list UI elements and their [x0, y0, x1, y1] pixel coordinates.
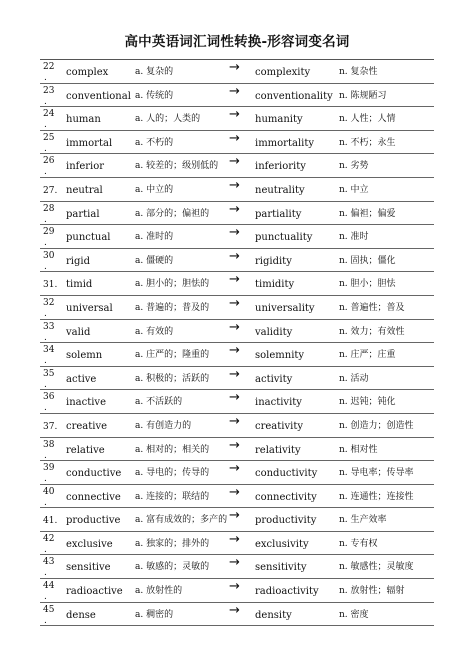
adjective-meaning: a. 传统的 — [135, 90, 174, 101]
noun-word: sensitivity — [255, 562, 307, 574]
row-number: 22 — [43, 62, 55, 72]
row-number: 45 — [43, 604, 55, 615]
noun-word: conductivity — [255, 468, 318, 480]
arrow-icon: → — [229, 437, 240, 453]
row-number: 24 — [43, 109, 55, 120]
table-row — [40, 461, 434, 485]
row-number-dot: . — [44, 308, 47, 319]
arrow-icon: → — [229, 366, 240, 382]
noun-meaning: n. 导电率；传导率 — [339, 468, 414, 479]
noun-meaning: n. 复杂性 — [339, 67, 378, 77]
adjective-word: rigid — [66, 255, 90, 267]
arrow-icon: → — [229, 555, 240, 571]
noun-word: universality — [255, 302, 315, 314]
noun-word: complexity — [255, 67, 311, 78]
arrow-icon: → — [229, 484, 240, 500]
row-number: 39 — [43, 463, 55, 474]
row-number-dot: . — [44, 356, 47, 367]
adjective-word: sensitive — [66, 562, 111, 574]
adjective-meaning: a. 导电的；传导的 — [135, 468, 210, 479]
vocab-table — [40, 59, 434, 626]
arrow-icon: → — [229, 225, 240, 241]
adjective-meaning: a. 庄严的；隆重的 — [135, 350, 210, 361]
adjective-word: creative — [66, 420, 108, 432]
arrow-icon: → — [229, 461, 240, 477]
row-number-dot: . — [44, 214, 47, 225]
adjective-word: complex — [66, 67, 109, 78]
table-row — [40, 579, 434, 603]
noun-word: conventionality — [255, 90, 333, 102]
adjective-meaning: a. 复杂的 — [135, 67, 174, 77]
row-number: 30 — [43, 250, 55, 261]
noun-meaning: n. 活动 — [339, 373, 369, 384]
arrow-icon: → — [229, 130, 240, 146]
adjective-word: neutral — [66, 184, 103, 196]
arrow-icon: → — [229, 579, 240, 595]
noun-word: relativity — [255, 444, 301, 456]
table-row — [40, 343, 434, 367]
noun-word: punctuality — [255, 232, 313, 244]
row-number: 26 — [43, 156, 55, 167]
noun-word: timidity — [255, 279, 295, 291]
row-number: 29 — [43, 227, 55, 238]
adjective-meaning: a. 富有成效的；多产的 — [135, 515, 228, 526]
adjective-meaning: a. 胆小的；胆怯的 — [135, 279, 210, 290]
adjective-word: immortal — [66, 137, 113, 149]
adjective-word: human — [66, 114, 101, 126]
arrow-icon: → — [229, 531, 240, 547]
noun-meaning: n. 劣势 — [339, 161, 369, 172]
row-number-dot: . — [44, 450, 47, 461]
table-row — [40, 249, 434, 273]
arrow-icon: → — [229, 201, 240, 217]
table-row — [40, 532, 434, 556]
arrow-icon: → — [229, 83, 240, 99]
row-number-dot: . — [44, 143, 47, 154]
noun-word: inactivity — [255, 397, 302, 409]
row-number: 36 — [43, 392, 55, 403]
arrow-icon: → — [229, 390, 240, 406]
row-number: 40 — [43, 486, 55, 497]
noun-word: exclusivity — [255, 538, 309, 550]
adjective-word: connective — [66, 491, 121, 503]
noun-meaning: n. 专有权 — [339, 538, 378, 549]
adjective-word: productive — [66, 515, 121, 527]
row-number: 28 — [43, 203, 55, 214]
adjective-word: inactive — [66, 397, 106, 409]
noun-meaning: n. 效力；有效性 — [339, 326, 405, 337]
adjective-meaning: a. 人的；人类的 — [135, 114, 201, 125]
row-number-dot: . — [44, 73, 47, 83]
table-row — [40, 107, 434, 131]
noun-meaning: n. 相对性 — [339, 444, 378, 455]
table-row — [40, 84, 434, 108]
row-number: 38 — [43, 439, 55, 450]
row-number-dot: . — [44, 615, 47, 626]
noun-meaning: n. 敏感性；灵敏度 — [339, 562, 414, 573]
noun-meaning: n. 庄严；庄重 — [339, 350, 396, 361]
row-number: 27. — [43, 185, 58, 196]
row-number: 32 — [43, 297, 55, 308]
table-row — [40, 555, 434, 579]
table-row — [40, 272, 434, 296]
row-number: 41. — [43, 516, 58, 527]
adjective-word: relative — [66, 444, 105, 456]
row-number-dot: . — [44, 544, 47, 555]
noun-meaning: n. 胆小；胆怯 — [339, 279, 396, 290]
row-number-dot: . — [44, 497, 47, 508]
noun-word: productivity — [255, 515, 317, 527]
adjective-word: universal — [66, 302, 113, 314]
adjective-word: radioactive — [66, 586, 123, 598]
arrow-icon: → — [229, 295, 240, 311]
adjective-word: conventional — [66, 90, 131, 102]
table-row — [40, 390, 434, 414]
adjective-word: inferior — [66, 161, 105, 173]
adjective-meaning: a. 连接的；联结的 — [135, 491, 210, 502]
arrow-icon: → — [229, 107, 240, 123]
row-number: 42 — [43, 533, 55, 544]
adjective-word: solemn — [66, 350, 103, 362]
row-number-dot: . — [44, 568, 47, 579]
table-row — [40, 154, 434, 178]
adjective-word: conductive — [66, 468, 122, 480]
row-number-dot: . — [44, 379, 47, 390]
table-row — [40, 485, 434, 509]
arrow-icon: → — [229, 60, 240, 75]
adjective-meaning: a. 独家的；排外的 — [135, 538, 210, 549]
adjective-meaning: a. 较差的；级别低的 — [135, 161, 219, 172]
table-row — [40, 320, 434, 344]
noun-meaning: n. 固执；僵化 — [339, 255, 396, 266]
table-row — [40, 367, 434, 391]
noun-meaning: n. 密度 — [339, 609, 369, 620]
row-number: 37. — [43, 421, 58, 432]
row-number-dot: . — [44, 403, 47, 414]
row-number: 44 — [43, 581, 55, 592]
row-number-dot: . — [44, 261, 47, 272]
page-title: 高中英语词汇词性转换-形容词变名词 — [124, 34, 350, 50]
table-row — [40, 414, 434, 438]
row-number-dot: . — [44, 167, 47, 178]
noun-word: radioactivity — [255, 586, 319, 598]
arrow-icon: → — [229, 602, 240, 618]
adjective-meaning: a. 中立的 — [135, 184, 174, 195]
row-number-dot: . — [44, 474, 47, 485]
row-number: 43 — [43, 557, 55, 568]
adjective-meaning: a. 积极的；活跃的 — [135, 373, 210, 384]
noun-meaning: n. 生产效率 — [339, 515, 387, 526]
adjective-meaning: a. 相对的；相关的 — [135, 444, 210, 455]
noun-word: activity — [255, 373, 293, 385]
noun-word: inferiority — [255, 161, 306, 173]
adjective-meaning: a. 不活跃的 — [135, 397, 183, 408]
noun-meaning: n. 中立 — [339, 184, 369, 195]
adjective-meaning: a. 不朽的 — [135, 137, 174, 148]
row-number-dot: . — [44, 96, 47, 107]
arrow-icon: → — [229, 413, 240, 429]
noun-word: solemnity — [255, 350, 305, 362]
noun-word: density — [255, 609, 292, 621]
noun-meaning: n. 放射性；辐射 — [339, 586, 405, 597]
table-row — [40, 438, 434, 462]
noun-meaning: n. 准时 — [339, 232, 369, 243]
noun-meaning: n. 连通性；连接性 — [339, 491, 414, 502]
arrow-icon: → — [229, 272, 240, 288]
adjective-meaning: a. 有效的 — [135, 326, 174, 337]
adjective-meaning: a. 准时的 — [135, 232, 174, 243]
noun-meaning: n. 普遍性；普及 — [339, 302, 405, 313]
adjective-meaning: a. 部分的；偏袒的 — [135, 208, 210, 219]
row-number-dot: . — [44, 238, 47, 249]
noun-word: creativity — [255, 420, 303, 432]
adjective-meaning: a. 稠密的 — [135, 609, 174, 620]
noun-meaning: n. 人性；人情 — [339, 114, 396, 125]
table-row — [40, 131, 434, 155]
row-number: 25 — [43, 132, 55, 143]
noun-meaning: n. 偏袒；偏爱 — [339, 208, 396, 219]
adjective-word: active — [66, 373, 97, 385]
adjective-word: valid — [66, 326, 91, 338]
row-number: 35 — [43, 368, 55, 379]
noun-meaning: n. 陈规陋习 — [339, 90, 387, 101]
noun-meaning: n. 不朽；永生 — [339, 137, 396, 148]
adjective-word: partial — [66, 208, 100, 220]
noun-word: rigidity — [255, 255, 292, 267]
table-row — [40, 202, 434, 226]
adjective-meaning: a. 有创造力的 — [135, 420, 192, 431]
adjective-meaning: a. 僵硬的 — [135, 255, 174, 266]
adjective-meaning: a. 普遍的；普及的 — [135, 302, 210, 313]
row-number: 31. — [43, 280, 58, 291]
row-number-dot: . — [44, 332, 47, 343]
arrow-icon: → — [229, 319, 240, 335]
arrow-icon: → — [229, 154, 240, 170]
table-row — [40, 178, 434, 202]
adjective-word: dense — [66, 609, 96, 621]
noun-meaning: n. 创造力；创造性 — [339, 420, 414, 431]
row-number: 23 — [43, 85, 55, 96]
table-row — [40, 296, 434, 320]
arrow-icon: → — [229, 508, 240, 524]
noun-word: neutrality — [255, 184, 305, 196]
noun-word: partiality — [255, 208, 302, 220]
row-number: 33 — [43, 321, 55, 332]
row-number-dot: . — [44, 120, 47, 131]
arrow-icon: → — [229, 177, 240, 193]
adjective-meaning: a. 敏感的；灵敏的 — [135, 562, 210, 573]
arrow-icon: → — [229, 248, 240, 264]
noun-meaning: n. 迟钝；钝化 — [339, 397, 396, 408]
adjective-word: punctual — [66, 232, 111, 244]
table-row — [40, 60, 434, 84]
table-row — [40, 508, 434, 532]
arrow-icon: → — [229, 343, 240, 359]
noun-word: immortality — [255, 137, 315, 149]
adjective-word: exclusive — [66, 538, 113, 550]
row-number-dot: . — [44, 592, 47, 603]
adjective-word: timid — [66, 279, 93, 291]
table-row — [40, 603, 434, 627]
noun-word: connectivity — [255, 491, 317, 503]
adjective-meaning: a. 放射性的 — [135, 586, 183, 597]
table-row — [40, 225, 434, 249]
row-number: 34 — [43, 345, 55, 356]
noun-word: humanity — [255, 114, 303, 126]
noun-word: validity — [255, 326, 293, 338]
